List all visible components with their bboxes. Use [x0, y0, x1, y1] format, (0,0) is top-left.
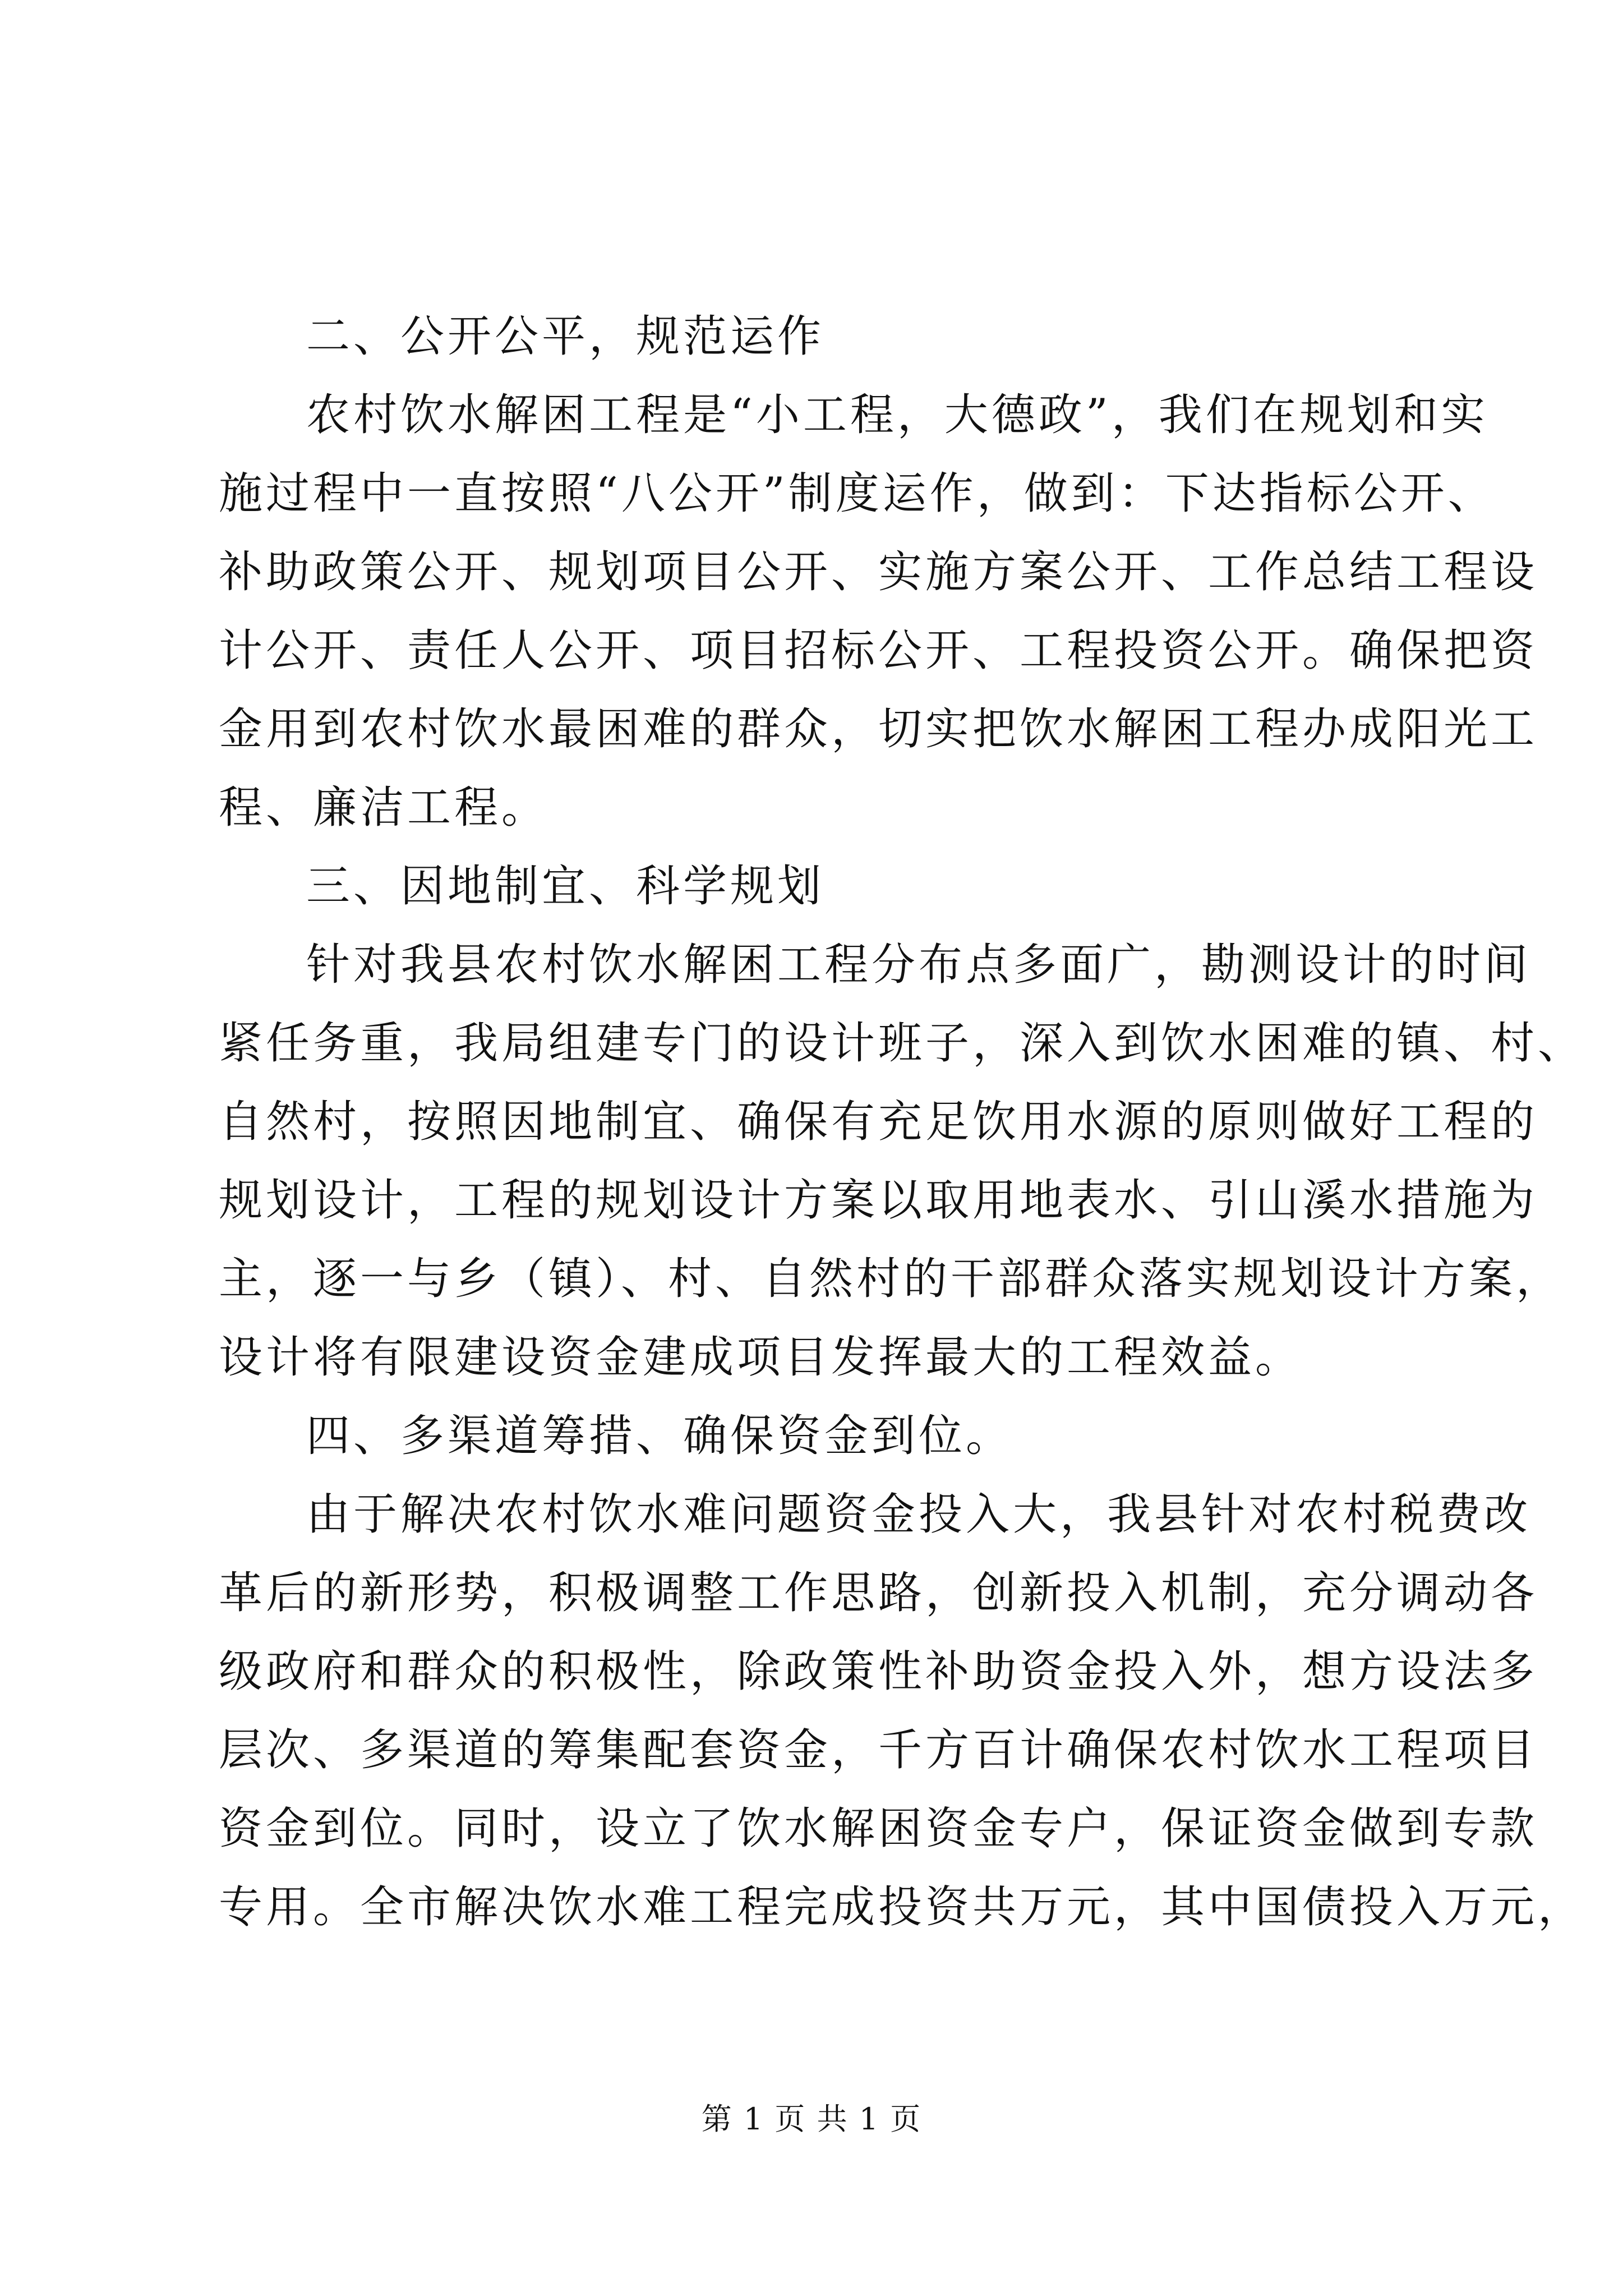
paragraph-line: 农村饮水解困工程是“小工程，大德政”，我们在规划和实	[306, 390, 1488, 440]
paragraph-line: 层次、多渠道的筹集配套资金，千方百计确保农村饮水工程项目	[219, 1725, 1538, 1775]
section-heading-4: 四、多渠道筹措、确保资金到位。	[306, 1411, 1013, 1461]
paragraph-line: 程、廉洁工程。	[219, 783, 549, 833]
paragraph-line: 专用。全市解决饮水难工程完成投资共万元，其中国债投入万元，	[219, 1882, 1585, 1932]
document-body	[219, 297, 1585, 1947]
paragraph-line: 主，逐一与乡（镇）、村、自然村的干部群众落实规划设计方案，	[219, 1254, 1564, 1304]
paragraph-line: 施过程中一直按照“八公开”制度运作，做到：下达指标公开、	[219, 468, 1495, 519]
paragraph-line: 计公开、责任人公开、项目招标公开、工程投资公开。确保把资	[219, 625, 1538, 676]
page-footer: 第 1 页 共 1 页	[701, 2101, 922, 2137]
section-heading-3: 三、因地制宜、科学规划	[306, 861, 825, 912]
paragraph-line: 革后的新形势，积极调整工作思路，创新投入机制，充分调动各	[219, 1568, 1538, 1618]
paragraph-line: 资金到位。同时，设立了饮水解困资金专户，保证资金做到专款	[219, 1803, 1538, 1854]
paragraph-line: 设计将有限建设资金建成项目发挥最大的工程效益。	[219, 1332, 1303, 1383]
paragraph-line: 由于解决农村饮水难问题资金投入大，我县针对农村税费改	[306, 1489, 1532, 1540]
paragraph-line: 针对我县农村饮水解困工程分布点多面广，勘测设计的时间	[306, 940, 1532, 990]
paragraph-line: 规划设计，工程的规划设计方案以取用地表水、引山溪水措施为	[219, 1175, 1538, 1226]
paragraph-line: 紧任务重，我局组建专门的设计班子，深入到饮水困难的镇、村、	[219, 1018, 1585, 1069]
paragraph-line: 自然村，按照因地制宜、确保有充足饮用水源的原则做好工程的	[219, 1097, 1538, 1147]
paragraph-line: 补助政策公开、规划项目公开、实施方案公开、工作总结工程设	[219, 547, 1538, 597]
section-heading-2: 二、公开公平，规范运作	[306, 311, 825, 362]
paragraph-line: 金用到农村饮水最困难的群众，切实把饮水解困工程办成阳光工	[219, 704, 1538, 754]
paragraph-line: 级政府和群众的积极性，除政策性补助资金投入外，想方设法多	[219, 1646, 1538, 1697]
